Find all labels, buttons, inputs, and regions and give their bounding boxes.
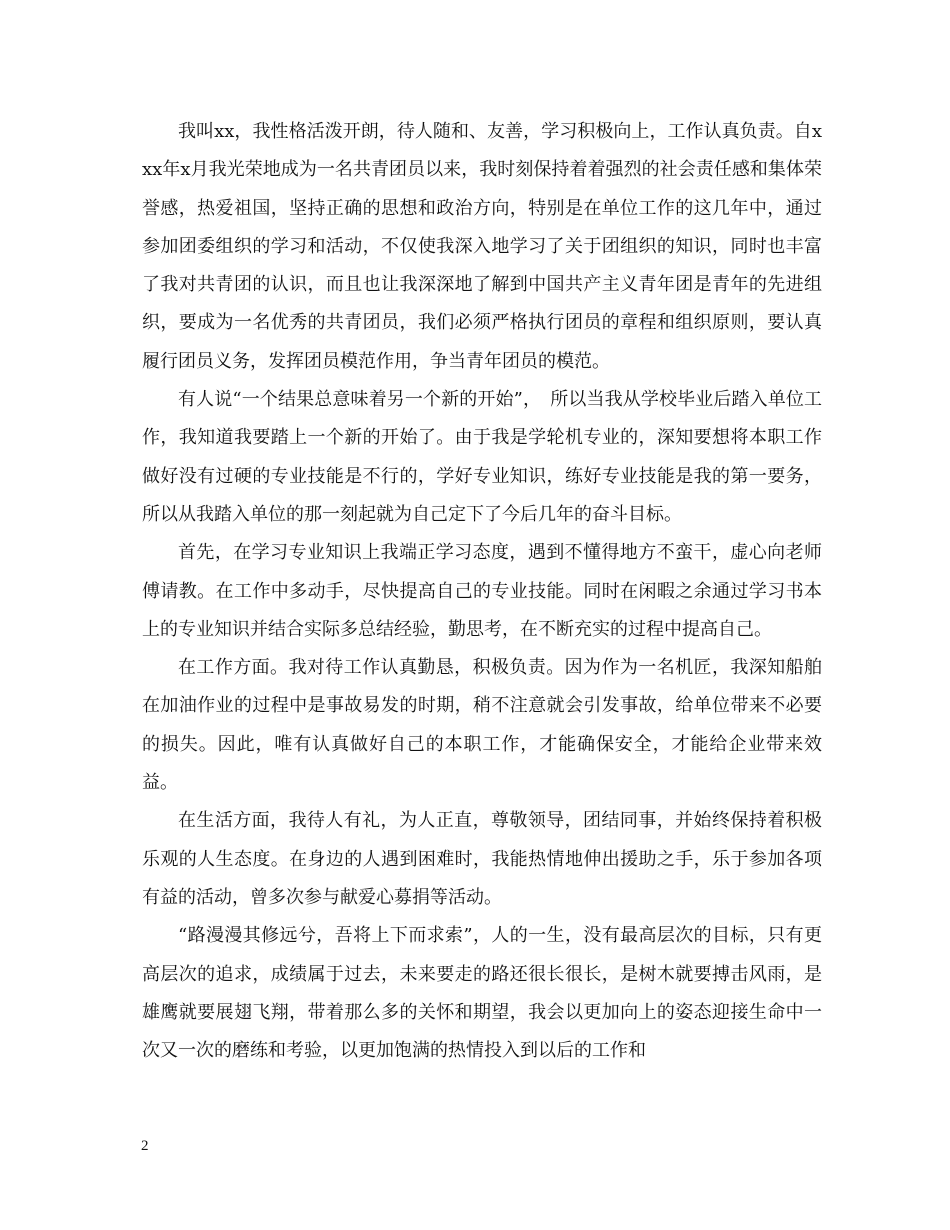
paragraph-1: 我叫xx，我性格活泼开朗，待人随和、友善，学习积极向上，工作认真负责。自xxx年x月我光荣地成为一名共青团员以来，我时刻保持着着强烈的社会责任感和集体荣誉感，热爱祖国，坚持正确的思想和政治方向，特别是在单位工作的这几年中，通过参加团委组织的学习和活动，不仅使我深入地学习了关于团组织的知识，同时也丰富了我对共青团的认识，而且也让我深深地了解到中国共产主义青年团是青年的先进组织，要成为一名优秀的共青团员，我们必须严格执行团员的章程和组织原则，要认真履行团员义务，发挥团员模范作用，争当青年团员的模范。	[142, 121, 822, 372]
document-body	[142, 113, 822, 1070]
paragraph-5: 在生活方面，我待人有礼，为人正直，尊敬领导，团结同事，并始终保持着积极乐观的人生态度。在身边的人遇到困难时，我能热情地伸出援助之手，乐于参加各项有益的活动，曾多次参与献爱心募捐等活动。	[142, 810, 822, 908]
paragraph-3: 首先，在学习专业知识上我端正学习态度，遇到不懂得地方不蛮干，虚心向老师傅请教。在工作中多动手，尽快提高自己的专业技能。同时在闲暇之余通过学习书本上的专业知识并结合实际多总结经验，勤思考，在不断充实的过程中提高自己。	[142, 542, 822, 640]
paragraph-4: 在工作方面。我对待工作认真勤恳，积极负责。因为作为一名机匠，我深知船舶在加油作业的过程中是事故易发的时期，稍不注意就会引发事故，给单位带来不必要的损失。因此，唯有认真做好自己的本职工作，才能确保安全，才能给企业带来效益。	[142, 657, 822, 794]
page-number: 2	[141, 1138, 149, 1154]
paragraph-6: “路漫漫其修远兮，吾将上下而求索”，人的一生，没有最高层次的目标，只有更高层次的追求，成绩属于过去，未来要走的路还很长很长，是树木就要搏击风雨，是雄鹰就要展翅飞翔，带着那么多的关怀和期望，我会以更加向上的姿态迎接生命中一次又一次的磨练和考验，以更加饱满的热情投入到以后的工作和	[142, 925, 822, 1062]
paragraph-2: 有人说“一个结果总意味着另一个新的开始”， 所以当我从学校毕业后踏入单位工作，我知道我要踏上一个新的开始了。由于我是学轮机专业的，深知要想将本职工作做好没有过硬的专业技能是不行的，学好专业知识，练好专业技能是我的第一要务，所以从我踏入单位的那一刻起就为自己定下了今后几年的奋斗目标。	[142, 389, 822, 525]
